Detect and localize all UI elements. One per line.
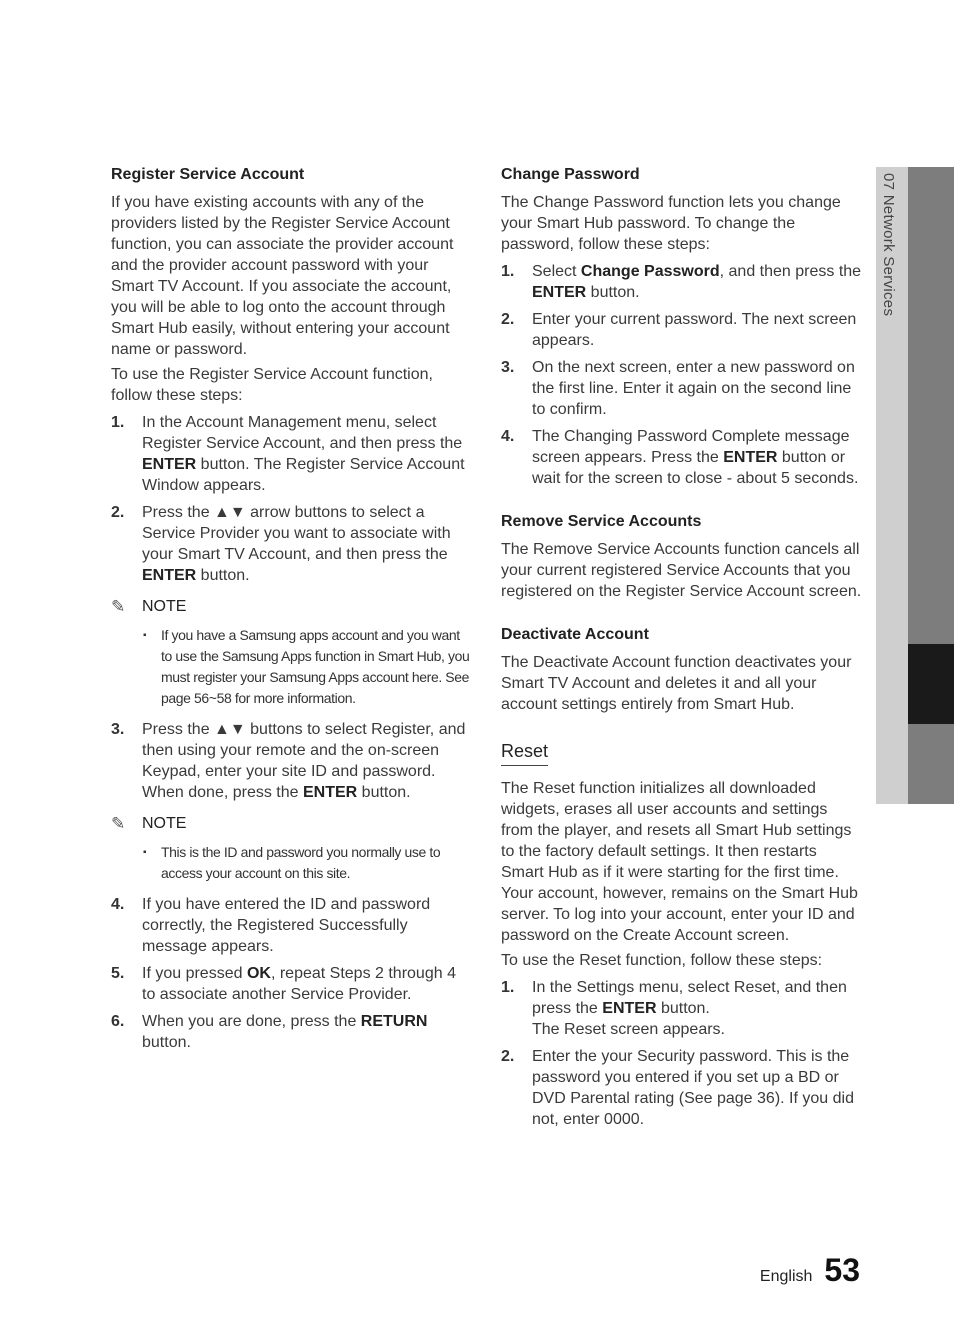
note-heading: ✎ NOTE: [111, 814, 187, 833]
change-step-1: 1. Select Change Password, and then press the ENTER button.: [501, 263, 862, 301]
register-step-3: 3. Press the ▲▼ buttons to select Register, and then using your remote and the on-screen Keypad, enter your site ID and password. When done, press the ENTER button.: [111, 721, 466, 801]
chapter-tab-marker: [908, 644, 954, 724]
register-step-2: 2. Press the ▲▼ arrow buttons to select a Service Provider you want to associate with your Smart TV Account, and then press the ENTER button.: [111, 504, 451, 584]
pencil-icon: ✎: [111, 814, 126, 833]
register-intro-paragraph: If you have existing accounts with any of the providers listed by the Register Service Account function, you can associate the provider account and the provider account password with your Smart TV Account. If you associate the account, you will be able to log onto the account through Smart Hub easily, without entering your account name or password.: [111, 194, 454, 358]
reset-heading: Reset: [501, 741, 548, 766]
change-step-3: 3. On the next screen, enter a new password on the first line. Enter it again on the second line to confirm.: [501, 359, 855, 418]
step-number: 1.: [501, 979, 515, 996]
change-password-heading: Change Password: [501, 166, 640, 183]
pencil-icon: ✎: [111, 597, 126, 616]
register-steps-intro: To use the Register Service Account function, follow these steps:: [111, 366, 433, 404]
remove-service-accounts-paragraph: The Remove Service Accounts function cancels all your current registered Service Accounts that you registered on the Register Service Account screen.: [501, 541, 862, 600]
register-step-4: 4. If you have entered the ID and password correctly, the Registered Successfully message appears.: [111, 896, 431, 955]
change-password-steps: [501, 261, 863, 489]
note-item: ▪ If you have a Samsung apps account and you want to use the Samsung Apps function in Smart Hub, you must register your Samsung Apps account here. See page 56~58 for more information.: [143, 627, 470, 706]
right-column: [501, 164, 863, 1136]
register-step-1: 1. In the Account Management menu, select Register Service Account, and then press the ENTER button. The Register Service Account Window appears.: [111, 414, 465, 494]
reset-paragraph: The Reset function initializes all downloaded widgets, erases all user accounts and settings from the player, and resets all Smart Hub settings to the factory default settings. It then restarts Smart Hub as if it were starting for the first time. Your account, however, remains on the Smart Hub server. To log into your account, enter your ID and password on the Create Account screen.: [501, 780, 858, 944]
step-number: 2.: [111, 504, 125, 521]
step-number: 1.: [501, 263, 515, 280]
remove-service-accounts-heading: Remove Service Accounts: [501, 513, 702, 530]
step-number: 2.: [501, 311, 515, 328]
step-number: 3.: [111, 721, 125, 738]
page-number: 53: [824, 1252, 860, 1288]
note-item: ▪ This is the ID and password you normally use to access your account on this site.: [143, 844, 441, 881]
square-bullet-icon: ▪: [143, 847, 147, 858]
chapter-side-tab: [876, 167, 954, 804]
register-step-5: 5. If you pressed OK, repeat Steps 2 through 4 to associate another Service Provider.: [111, 965, 456, 1003]
reset-step-2: 2. Enter the your Security password. This is the password you entered if you set up a BD or DVD Parental rating (See page 36). If you did not, enter 0000.: [501, 1048, 854, 1128]
step-number: 6.: [111, 1013, 125, 1030]
register-steps-list: [111, 412, 473, 586]
deactivate-account-paragraph: The Deactivate Account function deactivates your Smart TV Account and deletes it and all your account settings entirely from Smart Hub.: [501, 654, 852, 713]
register-step-6: 6. When you are done, press the RETURN button.: [111, 1013, 428, 1051]
reset-steps: [501, 977, 863, 1130]
deactivate-account-heading: Deactivate Account: [501, 626, 649, 643]
chapter-label: 07 Network Services: [880, 173, 897, 317]
left-column: [111, 164, 473, 1059]
step-number: 5.: [111, 965, 125, 982]
note-heading: ✎ NOTE: [111, 597, 187, 616]
footer-language: English: [759, 1268, 813, 1285]
step-number: 3.: [501, 359, 515, 376]
change-step-2: 2. Enter your current password. The next screen appears.: [501, 311, 857, 349]
page-footer: [760, 1252, 860, 1289]
register-steps-list-final: [111, 894, 473, 1053]
square-bullet-icon: ▪: [143, 630, 147, 641]
change-password-paragraph: The Change Password function lets you change your Smart Hub password. To change the password, follow these steps:: [501, 194, 841, 253]
step-number: 2.: [501, 1048, 515, 1065]
register-steps-list-continued: [111, 719, 473, 803]
reset-steps-intro: To use the Reset function, follow these steps:: [501, 952, 823, 969]
reset-step-1: 1. In the Settings menu, select Reset, and then press the ENTER button. The Reset screen appears.: [501, 979, 847, 1038]
step-number: 4.: [111, 896, 125, 913]
step-number: 4.: [501, 428, 515, 445]
step-number: 1.: [111, 414, 125, 431]
change-step-4: 4. The Changing Password Complete message screen appears. Press the ENTER button or wait for the screen to close - about 5 seconds.: [501, 428, 859, 487]
register-service-account-heading: Register Service Account: [111, 166, 305, 183]
